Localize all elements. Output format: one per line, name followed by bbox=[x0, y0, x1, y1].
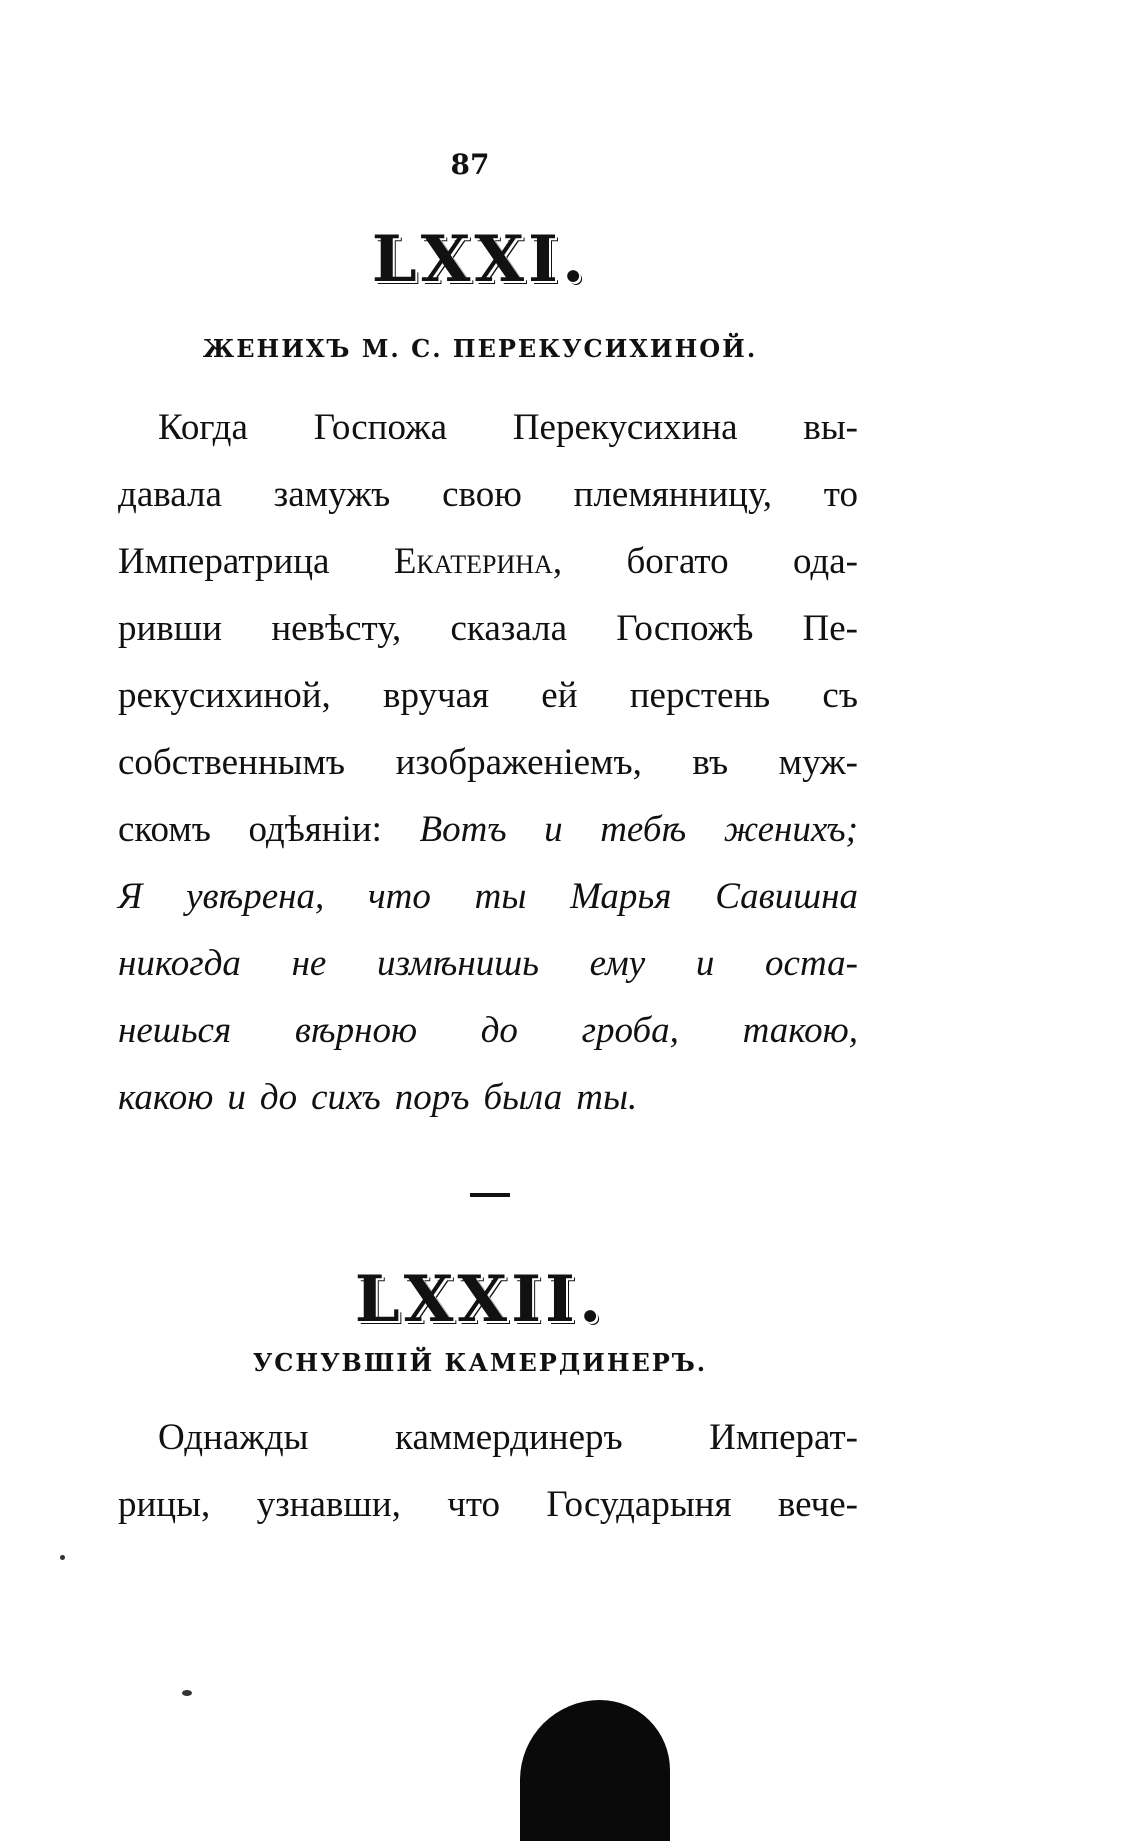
word: собственнымъ bbox=[118, 742, 346, 783]
word: ему bbox=[589, 943, 646, 984]
section-divider bbox=[470, 1193, 510, 1197]
word: женихъ; bbox=[723, 809, 858, 850]
word: невѣсту, bbox=[271, 608, 402, 649]
word: каммердинеръ bbox=[395, 1417, 623, 1458]
word: была bbox=[483, 1077, 563, 1118]
chapter-number: LXXI. bbox=[371, 222, 589, 297]
text-line bbox=[118, 1471, 858, 1538]
word: вручая bbox=[382, 675, 490, 716]
word: до bbox=[480, 1010, 518, 1051]
word: ривши bbox=[118, 608, 223, 649]
ink-stain bbox=[520, 1700, 670, 1841]
word: сказала bbox=[450, 608, 568, 649]
word: Вотъ bbox=[419, 809, 507, 850]
word: нешься bbox=[118, 1010, 232, 1051]
ink-speck bbox=[182, 1690, 192, 1696]
text-line bbox=[118, 528, 858, 595]
chapter-number: LXXII. bbox=[354, 1262, 606, 1337]
word: ода- bbox=[792, 541, 858, 582]
word: Пе- bbox=[802, 608, 858, 649]
word: Госпожа bbox=[313, 407, 448, 448]
word: вече- bbox=[777, 1484, 858, 1525]
word: въ bbox=[692, 742, 729, 783]
word: тебѣ bbox=[600, 809, 687, 850]
word: и bbox=[544, 809, 563, 850]
chapter-text bbox=[118, 1404, 858, 1538]
word: узнавши, bbox=[256, 1484, 401, 1525]
word: свою bbox=[442, 474, 522, 515]
word: Императ- bbox=[709, 1417, 858, 1458]
word: Марья bbox=[570, 876, 672, 917]
chapter-text bbox=[118, 394, 858, 1131]
text-line bbox=[118, 595, 858, 662]
word: такою, bbox=[742, 1010, 858, 1051]
word: одѣяніи: bbox=[248, 809, 382, 850]
text-line bbox=[118, 662, 858, 729]
word: съ bbox=[822, 675, 858, 716]
word: Екатерина, bbox=[393, 541, 563, 582]
text-line bbox=[118, 394, 858, 461]
word: богато bbox=[626, 541, 729, 582]
word: племянницу, bbox=[573, 474, 773, 515]
word: Когда bbox=[158, 407, 248, 448]
word: что bbox=[368, 876, 431, 917]
word: увѣрена, bbox=[186, 876, 325, 917]
word: что bbox=[447, 1484, 501, 1525]
word: Однажды bbox=[158, 1417, 309, 1458]
word: никогда bbox=[118, 943, 241, 984]
word: вѣрною bbox=[294, 1010, 418, 1051]
text-line bbox=[118, 930, 858, 997]
word: ты. bbox=[576, 1077, 638, 1118]
word: сихъ bbox=[311, 1077, 381, 1118]
word: гроба, bbox=[581, 1010, 679, 1051]
word: не bbox=[291, 943, 327, 984]
word: то bbox=[823, 474, 858, 515]
word: муж- bbox=[778, 742, 858, 783]
word: Савишна bbox=[715, 876, 858, 917]
word: поръ bbox=[394, 1077, 470, 1118]
word: Императрица bbox=[118, 541, 330, 582]
ink-speck bbox=[60, 1555, 65, 1560]
word: и bbox=[227, 1077, 246, 1118]
page-number: 87 bbox=[450, 148, 490, 181]
word: Перекусихина bbox=[512, 407, 738, 448]
word: Госпожѣ bbox=[616, 608, 754, 649]
chapter-title: ЖЕНИХЪ М. С. ПЕРЕКУСИХИНОЙ. bbox=[202, 334, 758, 363]
word: скомъ bbox=[118, 809, 211, 850]
word: изображеніемъ, bbox=[395, 742, 642, 783]
word: ты bbox=[474, 876, 527, 917]
word: измѣнишь bbox=[377, 943, 539, 984]
text-line bbox=[118, 1404, 858, 1471]
word: Я bbox=[118, 876, 143, 917]
word: и bbox=[695, 943, 715, 984]
text-line bbox=[118, 796, 858, 863]
word: Государыня bbox=[546, 1484, 732, 1525]
word: рицы, bbox=[118, 1484, 211, 1525]
word: какою bbox=[118, 1077, 214, 1118]
word: рекусихиной, bbox=[118, 675, 331, 716]
word: оста- bbox=[765, 943, 858, 984]
chapter-title: УСНУВШІЙ КАМЕРДИНЕРЪ. bbox=[252, 1348, 708, 1377]
word: давала bbox=[118, 474, 222, 515]
text-line bbox=[118, 461, 858, 528]
text-line bbox=[118, 729, 858, 796]
text-line bbox=[118, 863, 858, 930]
word: до bbox=[259, 1077, 298, 1118]
text-line bbox=[118, 997, 858, 1064]
word: вы- bbox=[803, 407, 858, 448]
word: замужъ bbox=[273, 474, 391, 515]
word: перстень bbox=[629, 675, 771, 716]
word: ей bbox=[541, 675, 578, 716]
text-line bbox=[118, 1064, 858, 1131]
